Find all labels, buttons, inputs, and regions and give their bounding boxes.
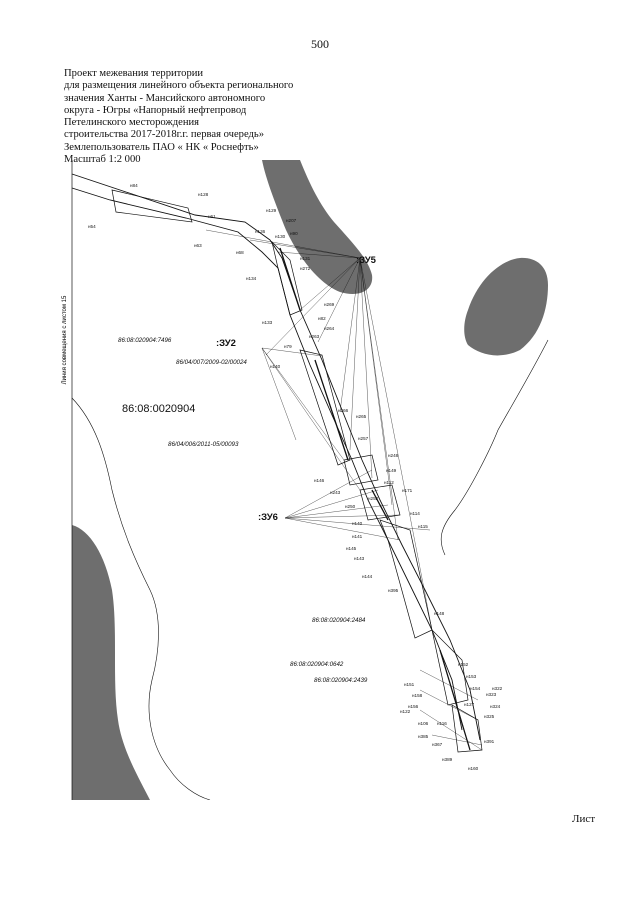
point-label: н136 [255,229,266,234]
point-labels [88,183,503,771]
cadastral-label: 86:08:020904:2439 [314,677,368,684]
page-number: 500 [311,37,329,51]
point-label: н257 [358,436,369,441]
point-label: н154 [470,686,481,691]
point-label: н115 [418,524,428,529]
point-label: н106 [418,721,429,726]
point-label: н395 [388,588,399,593]
point-label: н156 [408,704,419,709]
point-label: н128 [198,192,209,197]
point-label: н134 [246,276,257,281]
point-label: н131 [300,256,311,261]
point-label: н129 [266,208,277,213]
point-label: н264 [324,326,335,331]
point-label: н324 [490,704,501,709]
point-label: н61 [208,214,216,219]
point-label: н90 [290,231,298,236]
point-label: н391 [484,739,495,744]
point-label: н149 [386,468,397,473]
point-label: н323 [486,692,497,697]
scale-line: Масштаб 1:2 000 [64,154,141,166]
point-label: н152 [458,662,469,667]
point-label: н325 [484,714,495,719]
point-label: н114 [410,511,420,516]
point-label: н146 [314,478,325,483]
point-label: н148 [434,611,445,616]
survey-rays-zu5 [206,230,432,630]
title-line: Проект межевания территории [64,68,204,79]
title-line: округа - Югры «Напорный нефтепровод [64,104,247,116]
point-label: н141 [352,534,363,539]
cadastral-label: 86/04/007/2009-02/00024 [176,359,247,366]
point-label: н112 [384,480,394,485]
point-label: н269 [324,302,335,307]
point-label: н68 [236,250,244,255]
point-label: н243 [330,490,341,495]
point-label: н158 [412,693,423,698]
point-label: н265 [356,414,367,419]
terrain-area-top [262,160,372,294]
point-label: н145 [346,546,357,551]
point-label: н266 [338,408,349,413]
point-label: н367 [432,742,443,747]
pipeline-corridor [72,174,482,752]
side-note: Линия совмещения с листом 15 [62,295,68,385]
cadastral-label: 86:08:020904:7496 [118,337,172,344]
terrain-area-right [464,258,548,356]
point-label: н82 [318,316,326,321]
point-label: н160 [468,766,479,771]
cadastral-label: 86:08:020904:0642 [290,661,344,668]
title-line: Петелинского месторождения [64,117,200,129]
title-line: для размещения линейного объекта регионального [64,80,294,92]
terrain-area-left [72,525,150,800]
sheet-label: Лист [572,813,596,825]
survey-map [0,160,640,800]
point-label: н385 [418,734,429,739]
point-label: н143 [354,556,365,561]
point-label: н272 [300,266,311,271]
point-label: н250 [345,504,356,509]
point-label: н122 [400,709,411,714]
point-label: н171 [402,488,413,493]
point-label: н140 [270,364,281,369]
point-label: н140 [352,521,363,526]
point-label: н252 [368,496,379,501]
point-label: н248 [388,453,399,458]
title-block [64,68,304,166]
point-label: н116 [437,721,447,726]
point-label: н322 [492,686,503,691]
point-label: н207 [286,218,297,223]
point-label: н84 [130,183,138,188]
map-svg [0,160,640,800]
point-label: н79 [284,344,292,349]
point-label: н130 [275,234,286,239]
zone-label-zu2: :ЗУ2 [216,338,236,349]
zone-label-zu6: :ЗУ6 [258,512,278,523]
title-line: значения Ханты - Мансийского автономного [64,92,266,104]
point-label: н127 [464,702,475,707]
point-label: н153 [466,674,477,679]
point-label: н389 [442,757,453,762]
point-label: н133 [262,320,273,325]
point-label: н63 [194,243,202,248]
point-label: н263 [309,334,320,339]
zone-label-zu5: :ЗУ5 [356,255,376,266]
cadastral-label: 86:08:0020904 [122,403,196,415]
title-line: строительства 2017-2018г.г. первая очередь» [64,129,265,141]
point-label: н144 [362,574,373,579]
cadastral-label: 86:08:020904:2484 [312,617,366,624]
contour-line-right [441,340,548,555]
point-label: н151 [404,682,415,687]
cadastral-label: 86/04/006/2011-05/00093 [168,441,239,448]
point-label: н54 [88,224,96,229]
title-line: Землепользователь ПАО « НК « Роснефть» [64,141,259,153]
survey-rays-bottom [420,670,482,750]
